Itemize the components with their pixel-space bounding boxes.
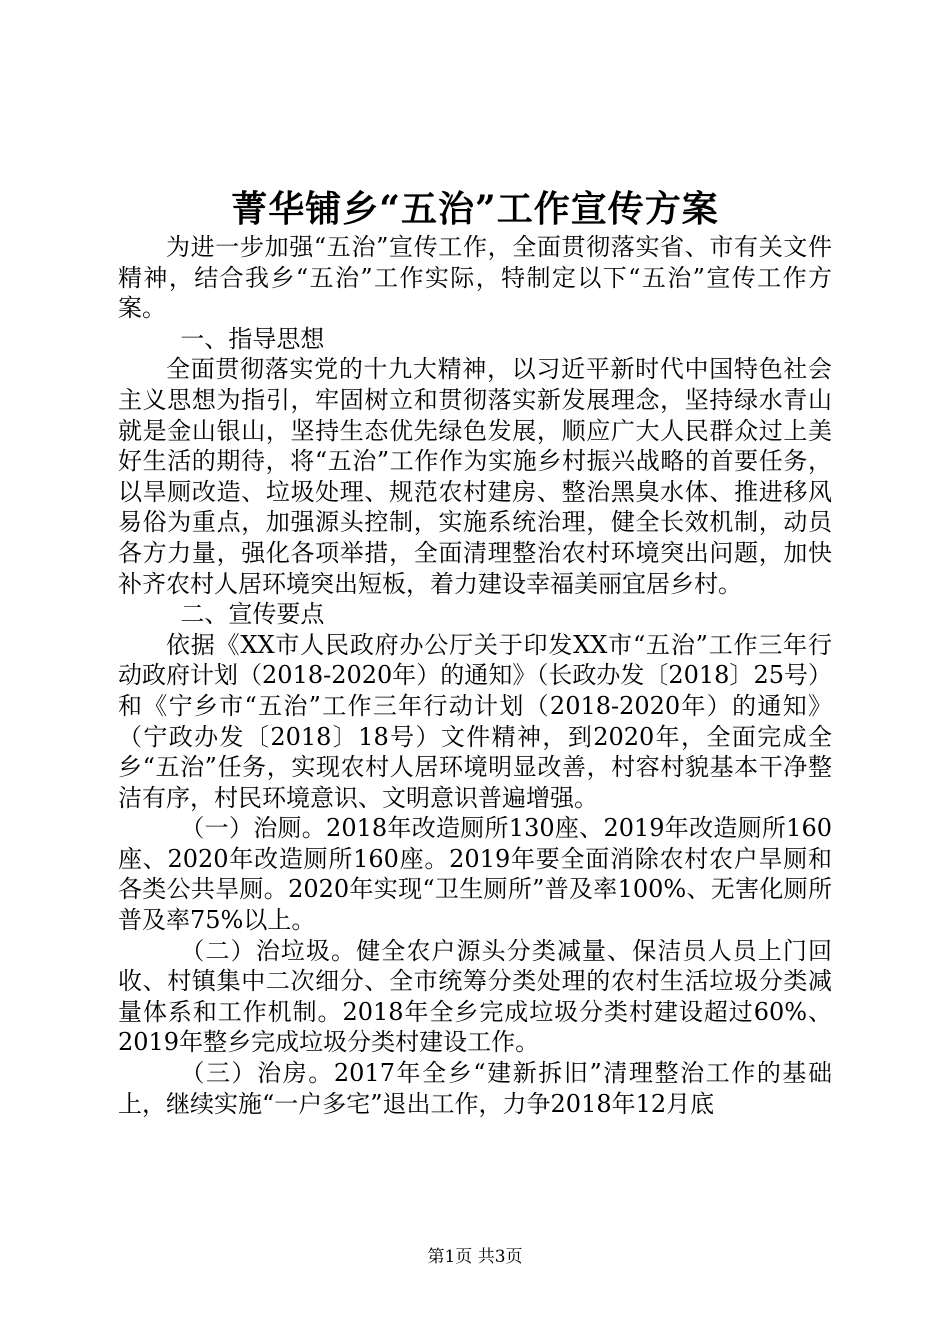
publicity-points-paragraph: 依据《XX市人民政府办公厅关于印发XX市“五治”工作三年行动政府计划（2018-2020年）的通知》（长政办发〔2018〕25号）和《宁乡市“五治”工作三年行动计划（2018-2020年）的通知》（宁政办发〔2018〕18号）文件精神，到2020年，全面完成全乡“五治”任务，实现农村人居环境明显改善，村容村貌基本干净整洁有序，村民环境意识、文明意识普遍增强。 bbox=[118, 630, 832, 812]
item-garbage-paragraph: （二）治垃圾。健全农户源头分类减量、保洁员人员上门回收、村镇集中二次细分、全市统筹分类处理的农村生活垃圾分类减量体系和工作机制。2018年全乡完成垃圾分类村建设超过60%、2019年整乡完成垃圾分类村建设工作。 bbox=[118, 936, 832, 1057]
guiding-ideology-paragraph: 全面贯彻落实党的十九大精神，以习近平新时代中国特色社会主义思想为指引，牢固树立和贯彻落实新发展理念，坚持绿水青山就是金山银山，坚持生态优先绿色发展，顺应广大人民群众过上美好生活的期待，将“五治”工作作为实施乡村振兴战略的首要任务，以旱厕改造、垃圾处理、规范农村建房、整治黑臭水体、推进移风易俗为重点，加强源头控制，实施系统治理，健全长效机制，动员各方力量，强化各项举措，全面清理整治农村环境突出问题，加快补齐农村人居环境突出短板，着力建设幸福美丽宜居乡村。 bbox=[118, 355, 832, 598]
intro-paragraph: 为进一步加强“五治”宣传工作，全面贯彻落实省、市有关文件精神，结合我乡“五治”工作实际，特制定以下“五治”宣传工作方案。 bbox=[118, 233, 832, 323]
section-heading-guiding-ideology: 一、指导思想 bbox=[180, 324, 325, 353]
item-toilet-paragraph: （一）治厕。2018年改造厕所130座、2019年改造厕所160座、2020年改造厕所160座。2019年要全面消除农村农户旱厕和各类公共旱厕。2020年实现“卫生厕所”普及率100%、无害化厕所普及率75%以上。 bbox=[118, 814, 832, 935]
page-number-footer: 第1页 共3页 bbox=[427, 1247, 523, 1267]
section-heading-publicity-points: 二、宣传要点 bbox=[180, 600, 325, 629]
item-housing-paragraph: （三）治房。2017年全乡“建新拆旧”清理整治工作的基础上，继续实施“一户多宅”退出工作，力争2018年12月底 bbox=[118, 1059, 832, 1118]
document-title: 菁华铺乡“五治”工作宣传方案 bbox=[231, 188, 719, 230]
document-body bbox=[118, 232, 832, 1119]
